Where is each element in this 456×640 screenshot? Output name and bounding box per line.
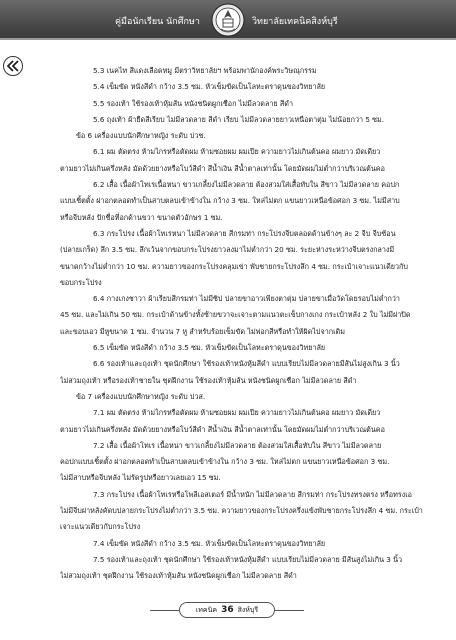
paragraph-line: 6.5 เข็มขัด หนังสีดำ กว้าง 3.5 ซม. หัวเข็มขัดเป็นโลหะตราดุนของวิทยาลัย xyxy=(93,343,326,353)
paragraph-line: เจาะแนวเดียวกับกระโปรง xyxy=(60,522,141,532)
page-label: เทคนิค xyxy=(195,605,218,614)
section-heading: ข้อ 6 เครื่องแบบนักศึกษาหญิง ระดับ ปวช. xyxy=(76,131,206,141)
paragraph-line: 7.1 ผม ตัดตรง ห้ามไกรหรือตัดผม ห้ามซอยผม ผมเปีย ความยาวไม่เกินต้นคอ ผมยาว มัดเดียว xyxy=(93,408,381,418)
footer-rule-right xyxy=(275,610,304,611)
paragraph-line: 7.4 เข็มขัด หนังสีดำ กว้าง 3.5 ซม. หัวเข็มขัดเป็นโลหะตราดุนของวิทยาลัย xyxy=(93,538,326,548)
paragraph-line: ไม่สวมถุงเท้า หรือรองเท้าชายใน ชุดฝึกงาน ใช้รองเท้าหุ้มส้น หนังชนิดผูกเชือก ไม่มีลวดลาย สีดำ xyxy=(60,375,357,385)
paragraph-line: 5.4 เข็มขัด หนังสีดำ กว้าง 3.5 ซม. หัวเข็มขัดเป็นโลหะตราดุนของวิทยาลัย xyxy=(93,82,326,92)
paragraph-line: 7.2 เสื้อ เนื้อผ้าโทเร เนื้อหนา ขาวเกลี้ยงไม่มีลวดลาย ต้องสวมใส่เสื้อทับใน สีขาว ไม่มีลวดลาย xyxy=(93,440,382,450)
paragraph-line: 6.4 กางเกงชาวา ผ้าเรียบสีกรมท่า ไม่มีซิป ปลายขาอาวเพียงตาตุ่ม ปลายขาเมื่อวัดโดยรอบไม่ต่ำกว่า xyxy=(93,294,400,304)
paragraph-line: แบบเชิ้ตตั้ง ผ่าอกตลอดทำเป็นสาบตลบเข้าข้างใน กว้าง 3 ซม. ใหล่ไม่ตก แขนยาวเหนือข้อศอก 3 ซม. ไม่มีสาบ xyxy=(60,196,400,206)
paragraph-line: คอปกแบบเชิ้ตตั้ง ผ่าอกตลอดทำเป็นสาบตลบเข้าข้างใน กว้าง 3 ซม. ใหล่ไม่ตก แขนยาวเหนือข้อศอก 3 ซม. xyxy=(60,457,390,467)
paragraph-line: 45 ซม. และไม่เกิน 50 ซม. กระเป๋าด้านข้างทั้งซ้ายขวาจะเจาะตามแนวตะเข็บกางเกง กระเป๋าหลัง 2 ใบ ไม่มีฝาปิด xyxy=(60,310,411,320)
paragraph-line: 7.3 กระโปรง เนื้อผ้าโทเรหรือโพลีเอสเตอร์ มีน้ำหนัก ไม่มีลวดลาย สีกรมท่า กระโปรงทรงตรง หรือทรงเอ xyxy=(93,489,412,499)
footer-rule-left xyxy=(150,610,179,611)
page-number: 36 xyxy=(221,605,234,615)
page-suffix: สิงห์บุรี xyxy=(237,605,259,614)
page-footer xyxy=(0,600,456,620)
paragraph-line: และขอบเอว มีหูขนาด 1 ซม. จำนวน 7 หู สำหรับร้อยเข็มขัด ไม่พ่อกสีหรือทำให้ผิดไปจากเดิม xyxy=(60,326,345,336)
paragraph-line: ตามยาวไม่เกินครึ่งหลัง มัดด้วยยางหรือโบว์สีดำ สีน้ำเงิน สีน้ำตาลเท่านั้น โดยมัดผมไม่ต่ำกว่าบริเวณต้นคอ xyxy=(60,424,385,434)
paragraph-line: ไม่มีจีบผ่าหลังคัดบปลายกระโปรงไม่ต่ำกว่า 3.5 ซม. ความยาวของกระโปรงครึ่งแข้งพับชายกระโปรงลึก 4 ซม. กระเป๋า xyxy=(60,506,423,516)
paragraph-line: (ปลายเกร็ด) ลึก 3.5 ซม. ลึกเว้นจากขอบกระโปรงยาวลงมาไม่ต่ำกว่า 20 ซม. ระยะห่างระหว่างจีบตรงกลางมี xyxy=(60,245,395,255)
paragraph-line: ขนาดกว้างไม่ต่ำกว่า 10 ซม. ความยาวของกระโปรงคลุมเข่า พับชายกระโปรงลึก 4 ซม. กระเป๋าเจาะแนวเดียวกับ xyxy=(60,261,408,271)
paragraph-line: 6.2 เสื้อ เนื้อผ้าโทเรเนื้อหนา ขาวเกลี้ยงไม่มีลวดลาย ต้องสวมใส่เสื้อทับใน สีขาว ไม่มีลวดลาย คอปก xyxy=(93,180,400,190)
double-chevron-left-icon xyxy=(6,59,20,73)
paragraph-line: ตามยาวไม่เกินครึ่งหลัง มัดด้วยยางหรือโบว์สีดำ สีน้ำเงิน สีน้ำตาลเท่านั้น โดยมัดผมไม่ต่ำกว่าบริเวณต้นคอ xyxy=(60,163,385,173)
paragraph-line: 6.3 กระโปรง เนื้อผ้าโทเรหนา ไม่มีลวดลาย สีกรมท่า กระโปรงจีบตลอดด้านข้างๆ ละ 2 จีบ จีบซ้อน xyxy=(93,228,396,238)
paragraph-line: 6.1 ผม ตัดตรง ห้ามไกรหรือตัดผม ห้ามซอยผม ผมเปีย ความยาวไม่เกินต้นคอ ผมยาว มัดเดียว xyxy=(93,147,381,157)
paragraph-line: 5.3 เนคไท สีแดงเลือดหมู มีตราวิทยาลัยฯ พร้อมพานักองค์พระวิษณุกรรม xyxy=(93,66,317,75)
header-title-left: คู่มือนักเรียน นักศึกษา xyxy=(115,17,200,27)
document-body xyxy=(60,63,432,585)
college-emblem-icon xyxy=(211,3,245,37)
header-band xyxy=(0,0,456,40)
paragraph-line: 7.5 รองเท้าและถุงเท้า ชุดนักศึกษา ใช้รองเท้าหนังหุ้มสีดำ แบบเรียบไม่มีลวดลาย มีส้นสูงไม่เกิน 3 นิ้ว xyxy=(93,554,403,564)
paragraph-line: 6.6 รองเท้าและถุงเท้า ชุดนักศึกษา ใช้รองเท้าหนังหุ้มสีดำ แบบเรียบไม่มีลวดลายมีส้นไม่สูงเกิน 3 นิ้ว xyxy=(93,359,400,369)
back-button[interactable] xyxy=(3,56,23,76)
header-title-right: วิทยาลัยเทคนิคสิงห์บุรี xyxy=(252,17,338,27)
page-number-badge xyxy=(179,602,275,618)
paragraph-line: ไม่มีสาบหรือจีบหลัง ไม่รัดรูปหรือยาวเลยเอว 15 ซม. xyxy=(60,473,221,483)
paragraph-line: ไม่สวมถุงเท้า ชุดฝึกงาน ใช้รองเท้าหุ้มส้น หนังชนิดผูกเชือก ไม่มีลวดลาย สีดำ xyxy=(60,571,297,581)
section-heading: ข้อ 7 เครื่องแบบนักศึกษาหญิง ระดับ ปวส. xyxy=(76,391,206,401)
paragraph-line: หรือจีบหลัง ปักชื่อที่อกด้านขวา ขนาดตัวอักษร 1 ซม. xyxy=(60,212,223,222)
paragraph-line: 5.6 ถุงเท้า ผ้ายืดสีเรียบ ไม่มีลวดลาย สีดำ เรียบ ไม่มีลวดลายยาวเหนือตาตุ่ม ไม่น้อยกว่า 5 ซม. xyxy=(93,114,385,124)
paragraph-line: 5.5 รองเท้า ใช้รองเท้าหุ้มส้น หนังชนิดผูกเชือก ไม่มีลวดลาย สีดำ xyxy=(93,98,293,108)
paragraph-line: ขอบกระโปรง xyxy=(60,277,102,287)
